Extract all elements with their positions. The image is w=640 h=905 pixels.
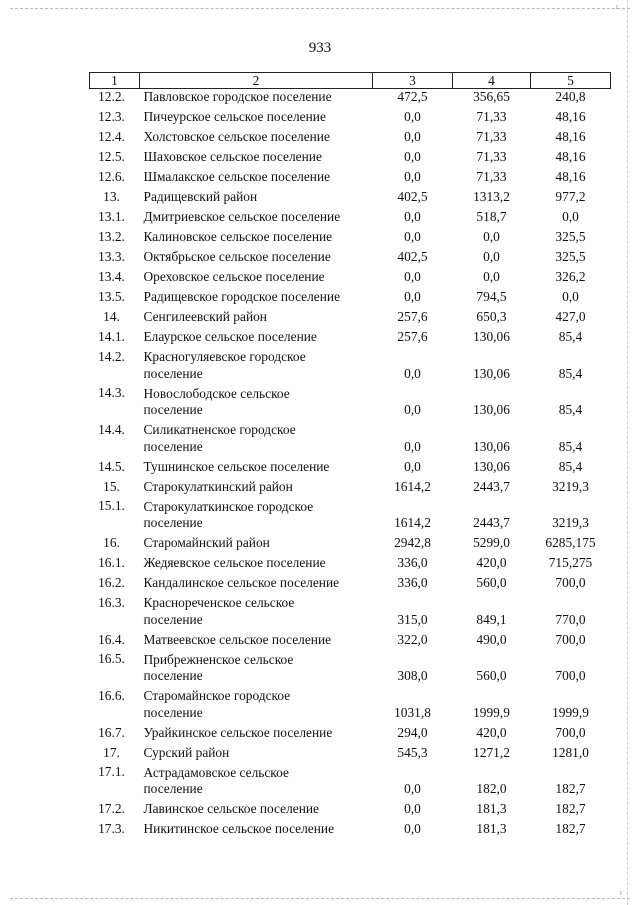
row-number: 13.1. <box>98 209 125 224</box>
municipality-name: Сурский район <box>143 744 230 760</box>
row-number: 16.6. <box>98 687 125 703</box>
table-row <box>90 89 611 109</box>
row-number: 14.3. <box>98 385 125 401</box>
table-row <box>90 229 611 249</box>
value-col-3: 322,0 <box>397 631 428 647</box>
value-col-3: 336,0 <box>397 555 428 570</box>
row-number: 14. <box>103 309 120 324</box>
value-col-4: 794,5 <box>476 289 507 304</box>
value-col-5: 3219,3 <box>552 515 589 530</box>
table-row <box>90 458 611 478</box>
municipality-name: Ореховское сельское поселение <box>143 269 325 284</box>
table-row <box>90 535 611 555</box>
municipality-name-line-2: поселение <box>143 668 203 683</box>
value-col-3: 336,0 <box>397 575 428 590</box>
value-col-4: 71,33 <box>476 149 507 164</box>
value-col-3: 1614,2 <box>394 478 431 494</box>
page-edge-top <box>10 8 630 9</box>
municipality-name-line-1: Астрадамовское сельское <box>143 764 289 780</box>
value-col-5: 85,4 <box>558 329 583 344</box>
value-col-3: 0,0 <box>404 169 421 184</box>
row-number: 13.2. <box>98 229 125 244</box>
municipality-name: Матвеевское сельское поселение <box>143 631 332 647</box>
value-col-5: 770,0 <box>555 611 586 627</box>
header-col-1: 1 <box>90 73 140 89</box>
row-number: 12.5. <box>98 149 125 164</box>
value-col-5: 182,7 <box>555 821 586 836</box>
header-col-3: 3 <box>373 73 453 89</box>
row-number: 17.3. <box>98 821 125 836</box>
municipality-name-line-2: поселение <box>143 611 203 627</box>
header-col-5: 5 <box>531 73 611 89</box>
municipality-name: Радищевское городское поселение <box>143 289 341 304</box>
municipality-name: Калиновское сельское поселение <box>143 229 333 244</box>
table-row <box>90 329 611 349</box>
value-col-5: 326,2 <box>555 269 586 284</box>
table-row <box>90 349 611 386</box>
value-col-3: 1614,2 <box>394 515 431 530</box>
value-col-5: 0,0 <box>562 209 579 224</box>
municipality-name <box>140 764 373 801</box>
value-col-5: 182,7 <box>555 781 586 796</box>
value-col-4: 0,0 <box>483 269 500 284</box>
row-number: 13.4. <box>98 269 125 284</box>
table-row <box>90 149 611 169</box>
table-row <box>90 631 611 651</box>
value-col-3: 402,5 <box>397 189 428 204</box>
value-col-4: 849,1 <box>476 611 507 627</box>
header-row <box>90 73 611 89</box>
value-col-3: 315,0 <box>397 611 428 627</box>
municipality-name: Шмалакское сельское поселение <box>143 169 331 184</box>
value-col-4: 560,0 <box>476 668 507 683</box>
table-row <box>90 309 611 329</box>
value-col-4: 2443,7 <box>473 515 510 530</box>
value-col-3: 0,0 <box>404 458 421 474</box>
municipality-name: Старокулаткинский район <box>143 478 293 494</box>
row-number: 12.3. <box>98 109 125 124</box>
table-row <box>90 189 611 209</box>
value-col-3: 0,0 <box>404 129 421 144</box>
value-col-5: 325,5 <box>555 229 586 244</box>
value-col-4: 0,0 <box>483 229 500 244</box>
value-col-5: 700,0 <box>555 575 586 590</box>
value-col-5: 85,4 <box>558 438 583 454</box>
row-number: 13.3. <box>98 249 125 264</box>
municipality-name-line-1: Новослободское сельское <box>143 385 290 401</box>
value-col-4: 2443,7 <box>473 478 510 494</box>
value-col-4: 1313,2 <box>473 189 510 204</box>
value-col-3: 1031,8 <box>394 704 431 720</box>
municipality-name-line-2: поселение <box>143 365 203 381</box>
value-col-3: 0,0 <box>404 821 421 836</box>
value-col-3: 257,6 <box>397 329 428 344</box>
municipality-name: Кандалинское сельское поселение <box>143 575 340 590</box>
municipality-name: Жедяевское сельское поселение <box>143 555 326 570</box>
row-number: 16.7. <box>98 724 125 740</box>
row-number: 12.6. <box>98 169 125 184</box>
value-col-5: 3219,3 <box>552 478 589 494</box>
table-row <box>90 651 611 688</box>
row-number: 14.2. <box>98 348 125 364</box>
corner-mark-top-right: ı <box>615 2 618 11</box>
value-col-4: 130,06 <box>473 329 510 344</box>
budget-table <box>89 72 611 841</box>
value-col-4: 560,0 <box>476 575 507 590</box>
value-col-4: 5299,0 <box>473 535 510 550</box>
row-number: 17.2. <box>98 801 125 816</box>
municipality-name <box>140 595 373 632</box>
municipality-name: Тушнинское сельское поселение <box>143 458 330 474</box>
value-col-5: 48,16 <box>555 169 586 184</box>
value-col-3: 0,0 <box>404 149 421 164</box>
value-col-3: 308,0 <box>397 668 428 683</box>
value-col-5: 48,16 <box>555 129 586 144</box>
value-col-3: 402,5 <box>397 249 428 264</box>
table-row <box>90 595 611 632</box>
value-col-3: 0,0 <box>404 269 421 284</box>
value-col-4: 420,0 <box>476 724 507 740</box>
row-number: 17.1. <box>98 764 125 780</box>
page-number: 933 <box>308 40 332 56</box>
value-col-5: 48,16 <box>555 109 586 124</box>
municipality-name-line-2: поселение <box>143 438 203 454</box>
municipality-name: Пичеурское сельское поселение <box>143 109 326 124</box>
table-row <box>90 209 611 229</box>
header-col-2: 2 <box>140 73 373 89</box>
row-number: 13. <box>103 189 120 204</box>
value-col-5: 325,5 <box>555 249 586 264</box>
table-row <box>90 801 611 821</box>
value-col-5: 977,2 <box>555 189 586 204</box>
row-number: 13.5. <box>98 289 125 304</box>
value-col-4: 182,0 <box>476 781 507 796</box>
value-col-4: 0,0 <box>483 249 500 264</box>
value-col-4: 420,0 <box>476 555 507 570</box>
table-row <box>90 498 611 535</box>
table-row <box>90 744 611 764</box>
value-col-3: 2942,8 <box>394 535 431 550</box>
municipality-name <box>140 385 373 422</box>
value-col-3: 0,0 <box>404 781 421 796</box>
table-row <box>90 169 611 189</box>
value-col-3: 0,0 <box>404 109 421 124</box>
table-row <box>90 129 611 149</box>
value-col-4: 490,0 <box>476 631 507 647</box>
value-col-3: 257,6 <box>397 309 428 324</box>
table-row <box>90 385 611 422</box>
municipality-name: Никитинское сельское поселение <box>143 821 335 836</box>
value-col-3: 0,0 <box>404 438 421 454</box>
value-col-5: 700,0 <box>555 631 586 647</box>
row-number: 16.2. <box>98 575 125 590</box>
value-col-5: 6285,175 <box>545 535 596 550</box>
table-row <box>90 109 611 129</box>
value-col-5: 240,8 <box>555 89 586 104</box>
page-edge-bottom <box>10 898 630 899</box>
table-row <box>90 478 611 498</box>
municipality-name: Октябрьское сельское поселение <box>143 249 331 264</box>
municipality-name-line-1: Старомайнское городское <box>143 688 291 703</box>
value-col-3: 0,0 <box>404 229 421 244</box>
table-row <box>90 269 611 289</box>
municipality-name-line-1: Красногуляевское городское <box>143 349 306 364</box>
municipality-name-line-2: поселение <box>143 402 203 417</box>
value-col-4: 1271,2 <box>473 744 510 760</box>
value-col-5: 0,0 <box>562 289 579 304</box>
value-col-5: 715,275 <box>548 555 593 570</box>
value-col-4: 181,3 <box>476 801 507 816</box>
value-col-5: 700,0 <box>555 724 586 740</box>
row-number: 16. <box>103 535 120 550</box>
value-col-5: 427,0 <box>555 309 586 324</box>
municipality-name <box>140 688 373 725</box>
table-row <box>90 289 611 309</box>
row-number: 15.1. <box>98 498 125 514</box>
value-col-3: 472,5 <box>397 89 428 104</box>
municipality-name: Урайкинское сельское поселение <box>143 724 333 740</box>
row-number: 16.3. <box>98 594 125 610</box>
value-col-4: 130,06 <box>473 402 510 417</box>
value-col-5: 85,4 <box>558 458 583 474</box>
value-col-4: 518,7 <box>476 209 507 224</box>
row-number: 16.1. <box>98 555 125 570</box>
municipality-name: Сенгилеевский район <box>143 309 267 324</box>
value-col-4: 71,33 <box>476 129 507 144</box>
value-col-4: 130,06 <box>473 458 510 474</box>
row-number: 12.2. <box>98 89 125 104</box>
municipality-name: Холстовское сельское поселение <box>143 129 330 144</box>
value-col-5: 182,7 <box>555 801 586 816</box>
table-row <box>90 821 611 841</box>
header-col-4: 4 <box>453 73 531 89</box>
value-col-4: 356,65 <box>473 89 510 104</box>
value-col-5: 1999,9 <box>552 704 589 720</box>
value-col-3: 545,3 <box>397 744 428 760</box>
row-number: 14.4. <box>98 421 125 437</box>
value-col-5: 48,16 <box>555 149 586 164</box>
value-col-5: 85,4 <box>558 365 583 381</box>
municipality-name-line-1: Краснореченское сельское <box>143 595 295 610</box>
table-row <box>90 555 611 575</box>
value-col-5: 85,4 <box>558 402 583 417</box>
value-col-5: 700,0 <box>555 668 586 683</box>
row-number: 15. <box>103 478 120 494</box>
table-header <box>90 73 611 89</box>
municipality-name <box>140 498 373 535</box>
municipality-name-line-2: поселение <box>143 704 203 720</box>
value-col-5: 1281,0 <box>552 744 589 760</box>
municipality-name <box>140 422 373 459</box>
municipality-name: Павловское городское поселение <box>143 89 332 104</box>
value-col-3: 294,0 <box>397 724 428 740</box>
municipality-name: Дмитриевское сельское поселение <box>143 209 341 224</box>
row-number: 14.5. <box>98 458 125 474</box>
municipality-name: Радищевский район <box>143 189 258 204</box>
value-col-4: 130,06 <box>473 365 510 381</box>
row-number: 12.4. <box>98 129 125 144</box>
value-col-3: 0,0 <box>404 801 421 816</box>
value-col-3: 0,0 <box>404 402 421 417</box>
value-col-4: 1999,9 <box>473 704 510 720</box>
municipality-name: Лавинское сельское поселение <box>143 801 320 816</box>
row-number: 16.5. <box>98 651 125 667</box>
row-number: 14.1. <box>98 329 125 344</box>
municipality-name: Старомайнский район <box>143 535 270 550</box>
value-col-3: 0,0 <box>404 289 421 304</box>
value-col-4: 71,33 <box>476 109 507 124</box>
row-number: 17. <box>103 744 120 760</box>
municipality-name-line-2: поселение <box>143 515 203 530</box>
municipality-name: Елаурское сельское поселение <box>143 329 317 344</box>
table-row <box>90 249 611 269</box>
value-col-3: 0,0 <box>404 209 421 224</box>
municipality-name-line-1: Прибрежненское сельское <box>143 651 294 667</box>
value-col-4: 71,33 <box>476 169 507 184</box>
municipality-name <box>140 651 373 688</box>
page-edge-right <box>627 0 628 905</box>
table-body <box>90 89 611 841</box>
value-col-4: 130,06 <box>473 438 510 454</box>
table-row <box>90 688 611 725</box>
municipality-name-line-1: Силикатненское городское <box>143 422 296 437</box>
table-row <box>90 724 611 744</box>
municipality-name <box>140 349 373 386</box>
municipality-name-line-1: Старокулаткинское городское <box>143 498 314 514</box>
table-row <box>90 575 611 595</box>
table-row <box>90 764 611 801</box>
value-col-3: 0,0 <box>404 365 421 381</box>
row-number: 16.4. <box>98 631 125 647</box>
municipality-name-line-2: поселение <box>143 781 203 796</box>
corner-mark-bottom-right: ı <box>619 888 622 897</box>
municipality-name: Шаховское сельское поселение <box>143 149 322 164</box>
table-row <box>90 422 611 459</box>
value-col-4: 181,3 <box>476 821 507 836</box>
value-col-4: 650,3 <box>476 309 507 324</box>
